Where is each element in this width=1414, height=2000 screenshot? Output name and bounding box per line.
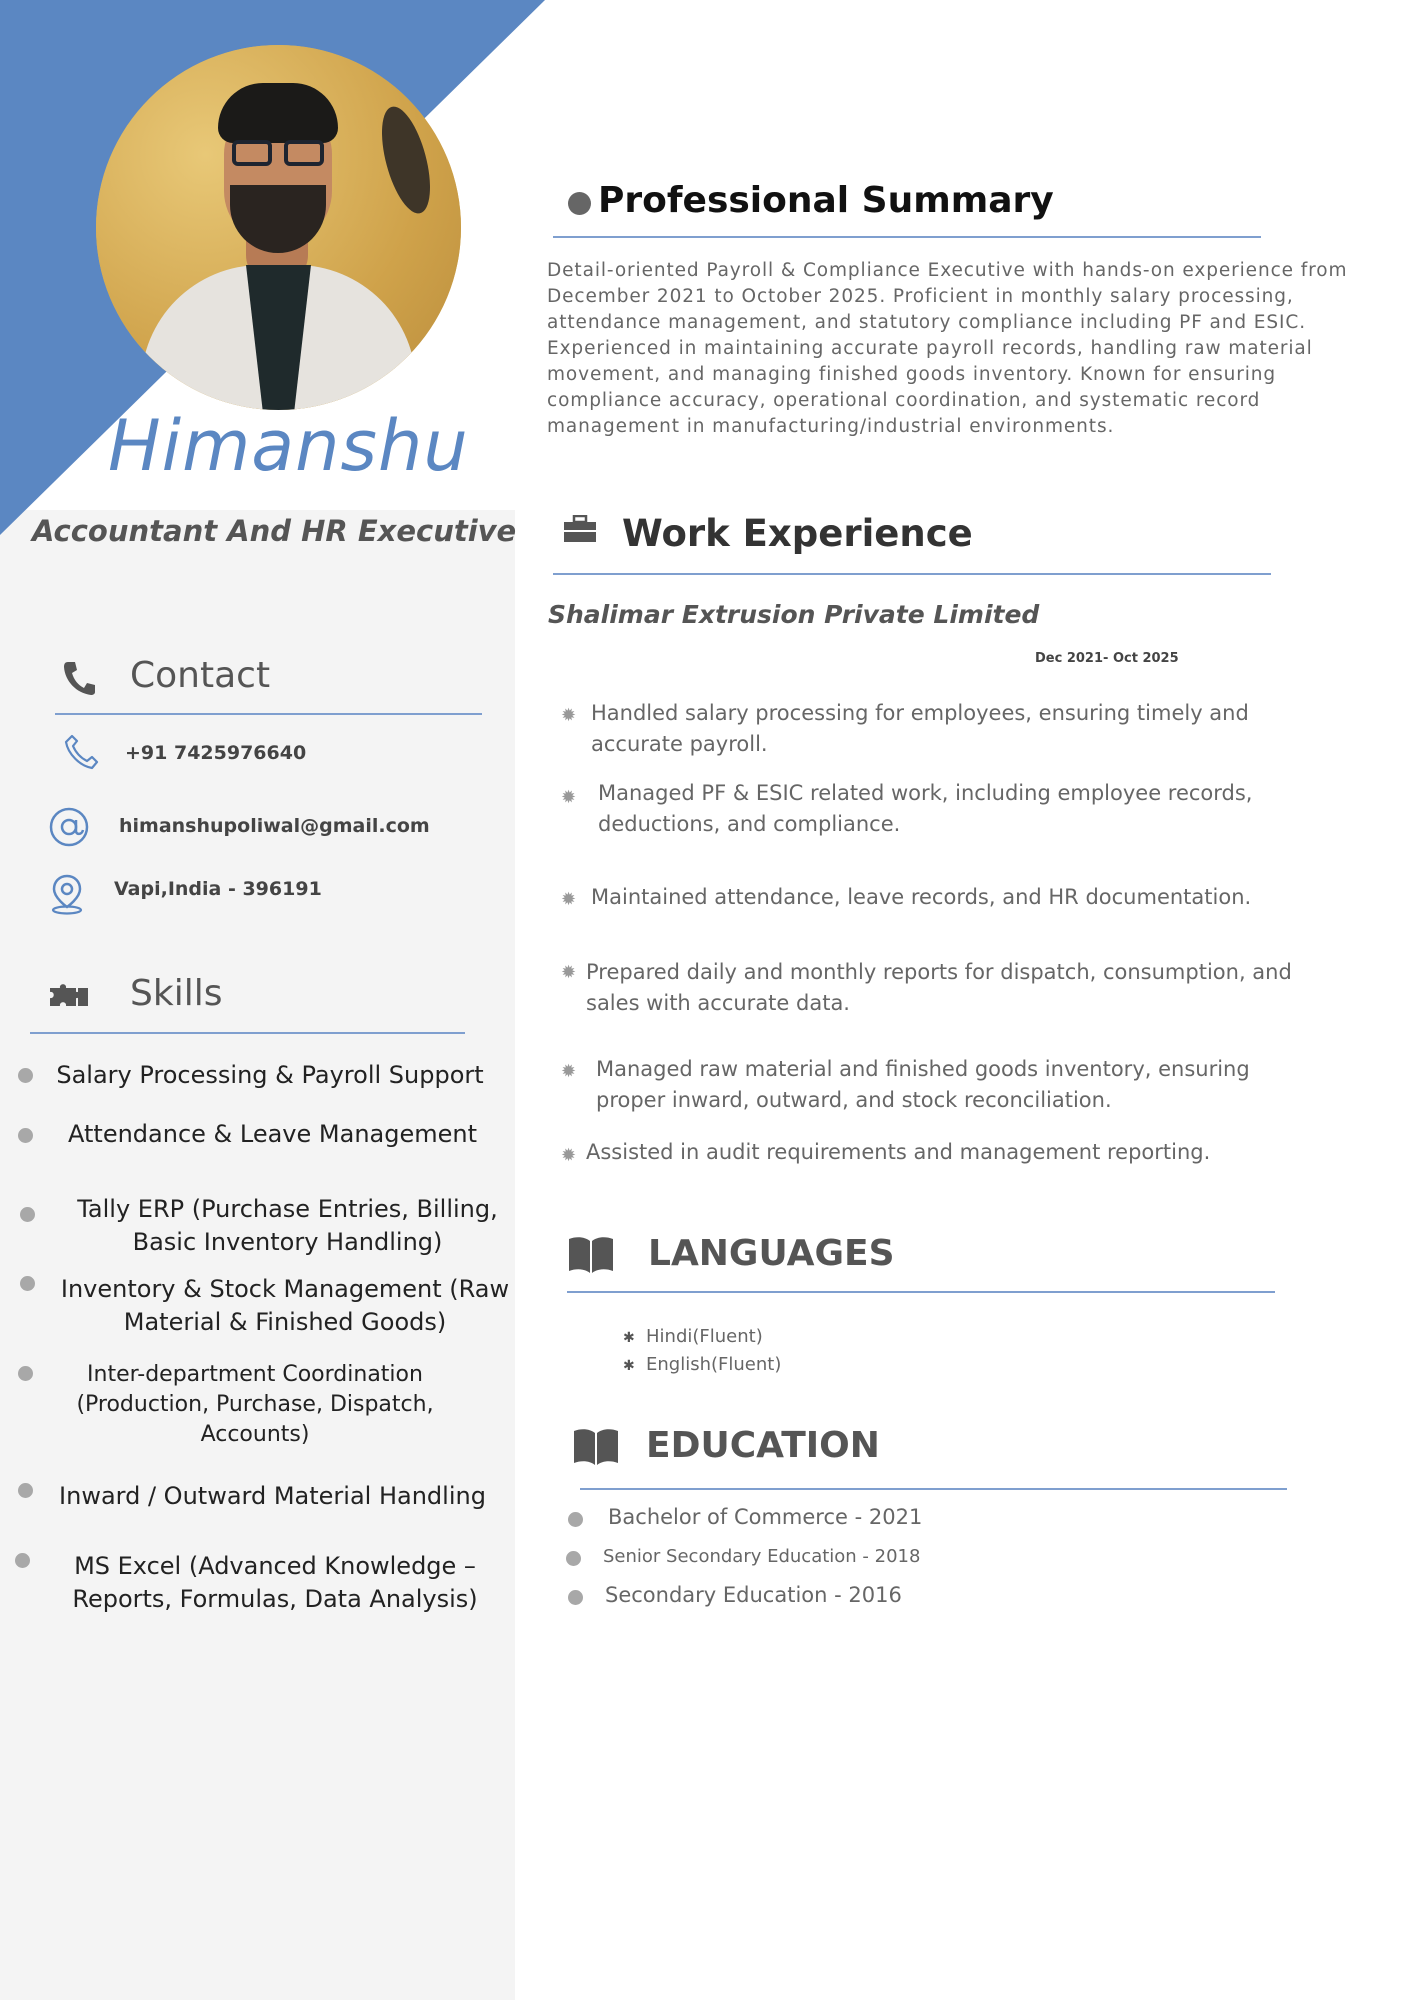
experience-bullet: Managed PF & ESIC related work, including employee records, deductions, and compliance.: [598, 781, 1253, 836]
skill-bullet: [18, 1483, 33, 1498]
languages-title: LANGUAGES: [648, 1233, 895, 1274]
summary-title: Professional Summary: [598, 180, 1054, 221]
skill-item: Inventory & Stock Management (Raw Material & Finished Goods): [60, 1275, 510, 1336]
skill-bullet: [18, 1366, 33, 1381]
book-icon: [567, 1235, 615, 1275]
gear-bullet-icon: ✹: [561, 705, 577, 725]
skill-bullet: [20, 1207, 35, 1222]
languages-rule: [567, 1291, 1275, 1293]
gear-bullet-icon: ✹: [561, 1145, 577, 1165]
profile-photo: [96, 45, 461, 410]
at-sign-icon: [48, 806, 90, 848]
contact-phone: +91 7425976640: [125, 742, 307, 764]
experience-rule: [553, 573, 1271, 575]
gear-bullet-icon: ✹: [561, 787, 577, 807]
experience-title: Work Experience: [622, 512, 973, 555]
language-item: Hindi(Fluent): [646, 1326, 763, 1347]
phone-icon: [62, 660, 96, 696]
skill-bullet: [18, 1128, 33, 1143]
location-pin-icon: [48, 873, 86, 915]
skill-bullet: [15, 1553, 30, 1568]
experience-bullet: Managed raw material and finished goods inventory, ensuring proper inward, outward, and stock reconciliation.: [596, 1057, 1250, 1112]
skills-rule: [30, 1032, 465, 1034]
contact-rule: [55, 713, 482, 715]
puzzle-icon: [48, 980, 90, 1010]
language-item: English(Fluent): [646, 1354, 782, 1375]
asterisk-bullet-icon: ✱: [623, 1329, 635, 1345]
education-title: EDUCATION: [646, 1425, 880, 1466]
skill-item: Salary Processing & Payroll Support: [56, 1061, 484, 1089]
skills-title: Skills: [130, 973, 223, 1014]
experience-bullet: Prepared daily and monthly reports for dispatch, consumption, and sales with accurate data.: [586, 960, 1292, 1015]
gear-bullet-icon: ✹: [561, 962, 577, 982]
skill-item: Attendance & Leave Management: [68, 1120, 477, 1148]
education-rule: [580, 1488, 1287, 1490]
experience-bullet: Assisted in audit requirements and management reporting.: [586, 1140, 1211, 1164]
education-bullet: [568, 1590, 583, 1605]
contact-title: Contact: [130, 655, 271, 696]
employment-dates: Dec 2021- Oct 2025: [1035, 651, 1179, 666]
summary-bullet: [568, 192, 591, 215]
gear-bullet-icon: ✹: [561, 1061, 577, 1081]
summary-rule: [553, 236, 1261, 238]
gear-bullet-icon: ✹: [561, 889, 577, 909]
education-item: Bachelor of Commerce - 2021: [608, 1505, 923, 1529]
skill-item: MS Excel (Advanced Knowledge – Reports, Formulas, Data Analysis): [72, 1552, 478, 1613]
experience-bullet: Handled salary processing for employees, ensuring timely and accurate payroll.: [591, 701, 1249, 756]
education-item: Secondary Education - 2016: [605, 1583, 902, 1607]
company-name: Shalimar Extrusion Private Limited: [548, 600, 1040, 629]
book-icon: [572, 1427, 620, 1467]
handset-icon: [62, 733, 100, 773]
skill-item: Inter-department Coordination (Production, Purchase, Dispatch, Accounts): [76, 1362, 434, 1447]
education-bullet: [566, 1551, 581, 1566]
summary-text: Detail-oriented Payroll & Compliance Executive with hands-on experience from December 2021 to October 2025. Proficient in monthly salary processing, attendance management, and statutory compliance including PF and ESIC. Experienced in maintaining accurate payroll records, handling raw material movement, and managing finished goods inventory. Known for ensuring compliance accuracy, operational coordination, and systematic record management in manufacturing/industrial environments.: [547, 260, 1348, 437]
skill-bullet: [20, 1276, 35, 1291]
skill-item: Inward / Outward Material Handling: [59, 1482, 486, 1510]
briefcase-icon: [563, 515, 597, 543]
asterisk-bullet-icon: ✱: [623, 1357, 635, 1373]
candidate-name: Himanshu: [108, 405, 469, 487]
education-bullet: [568, 1512, 583, 1527]
contact-email: himanshupoliwal@gmail.com: [119, 815, 430, 837]
education-item: Senior Secondary Education - 2018: [603, 1546, 921, 1567]
contact-location: Vapi,India - 396191: [114, 878, 322, 900]
skill-bullet: [18, 1068, 33, 1083]
candidate-role: Accountant And HR Executive: [32, 514, 517, 548]
skill-item: Tally ERP (Purchase Entries, Billing, Basic Inventory Handling): [77, 1195, 498, 1256]
experience-bullet: Maintained attendance, leave records, and HR documentation.: [591, 885, 1252, 909]
